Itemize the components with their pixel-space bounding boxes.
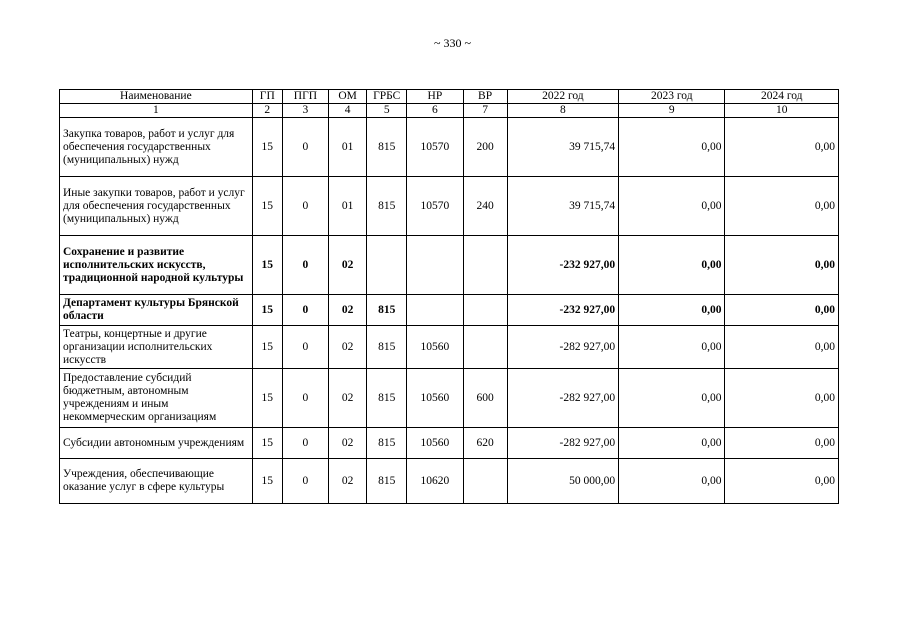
amount-2023-cell: 0,00 <box>619 295 725 326</box>
amount-2023-cell: 0,00 <box>619 118 725 177</box>
vr-cell <box>463 326 507 369</box>
header-pgp: ПГП <box>282 90 328 104</box>
pgp-cell: 0 <box>282 428 328 459</box>
amount-2022-cell: -282 927,00 <box>507 428 618 459</box>
om-cell: 02 <box>329 295 367 326</box>
nr-cell: 10570 <box>407 177 463 236</box>
vr-cell: 600 <box>463 369 507 428</box>
amount-2024-cell: 0,00 <box>725 459 839 504</box>
amount-2023-cell: 0,00 <box>619 459 725 504</box>
header-vr: ВР <box>463 90 507 104</box>
pgp-cell: 0 <box>282 236 328 295</box>
gp-cell: 15 <box>252 326 282 369</box>
nr-cell: 10560 <box>407 428 463 459</box>
grbs-cell: 815 <box>367 118 407 177</box>
amount-2023-cell: 0,00 <box>619 236 725 295</box>
vr-cell: 200 <box>463 118 507 177</box>
grbs-cell: 815 <box>367 428 407 459</box>
nr-cell: 10620 <box>407 459 463 504</box>
amount-2024-cell: 0,00 <box>725 428 839 459</box>
row-name-cell: Сохранение и развитие исполнительских искусств, традиционной народной культуры <box>60 236 253 295</box>
budget-table <box>59 89 839 504</box>
om-cell: 01 <box>329 177 367 236</box>
amount-2024-cell: 0,00 <box>725 236 839 295</box>
column-number-row <box>60 104 839 118</box>
nr-cell <box>407 236 463 295</box>
nr-cell: 10560 <box>407 369 463 428</box>
pgp-cell: 0 <box>282 177 328 236</box>
amount-2024-cell: 0,00 <box>725 369 839 428</box>
amount-2023-cell: 0,00 <box>619 326 725 369</box>
gp-cell: 15 <box>252 236 282 295</box>
row-name-cell: Театры, концертные и другие организации исполнительских искусств <box>60 326 253 369</box>
amount-2023-cell: 0,00 <box>619 428 725 459</box>
amount-2022-cell: -282 927,00 <box>507 326 618 369</box>
header-2023: 2023 год <box>619 90 725 104</box>
column-number: 8 <box>507 104 618 118</box>
gp-cell: 15 <box>252 177 282 236</box>
om-cell: 02 <box>329 459 367 504</box>
table-row <box>60 177 839 236</box>
grbs-cell: 815 <box>367 459 407 504</box>
header-2024: 2024 год <box>725 90 839 104</box>
header-name: Наименование <box>60 90 253 104</box>
header-row <box>60 90 839 104</box>
table-row <box>60 295 839 326</box>
amount-2023-cell: 0,00 <box>619 369 725 428</box>
grbs-cell: 815 <box>367 295 407 326</box>
header-om: ОМ <box>329 90 367 104</box>
column-number: 2 <box>252 104 282 118</box>
row-name-cell: Закупка товаров, работ и услуг для обеспечения государственных (муниципальных) нужд <box>60 118 253 177</box>
nr-cell: 10570 <box>407 118 463 177</box>
column-number: 3 <box>282 104 328 118</box>
amount-2024-cell: 0,00 <box>725 177 839 236</box>
table-row <box>60 326 839 369</box>
amount-2024-cell: 0,00 <box>725 118 839 177</box>
gp-cell: 15 <box>252 118 282 177</box>
table-row <box>60 459 839 504</box>
om-cell: 02 <box>329 428 367 459</box>
table-row <box>60 236 839 295</box>
vr-cell <box>463 236 507 295</box>
om-cell: 02 <box>329 236 367 295</box>
amount-2024-cell: 0,00 <box>725 326 839 369</box>
column-number: 6 <box>407 104 463 118</box>
row-name-cell: Предоставление субсидий бюджетным, автономным учреждениям и иным некоммерческим организациям <box>60 369 253 428</box>
amount-2022-cell: 50 000,00 <box>507 459 618 504</box>
gp-cell: 15 <box>252 369 282 428</box>
row-name-cell: Департамент культуры Брянской области <box>60 295 253 326</box>
table-row <box>60 428 839 459</box>
amount-2023-cell: 0,00 <box>619 177 725 236</box>
vr-cell: 240 <box>463 177 507 236</box>
column-number: 1 <box>60 104 253 118</box>
row-name-cell: Иные закупки товаров, работ и услуг для обеспечения государственных (муниципальных) нужд <box>60 177 253 236</box>
vr-cell: 620 <box>463 428 507 459</box>
pgp-cell: 0 <box>282 295 328 326</box>
page-number: ~ 330 ~ <box>434 36 471 50</box>
header-grbs: ГРБС <box>367 90 407 104</box>
gp-cell: 15 <box>252 428 282 459</box>
om-cell: 01 <box>329 118 367 177</box>
pgp-cell: 0 <box>282 326 328 369</box>
row-name-cell: Субсидии автономным учреждениям <box>60 428 253 459</box>
pgp-cell: 0 <box>282 369 328 428</box>
table-row <box>60 369 839 428</box>
column-number: 7 <box>463 104 507 118</box>
amount-2022-cell: 39 715,74 <box>507 118 618 177</box>
gp-cell: 15 <box>252 459 282 504</box>
amount-2022-cell: -282 927,00 <box>507 369 618 428</box>
grbs-cell: 815 <box>367 326 407 369</box>
vr-cell <box>463 459 507 504</box>
nr-cell <box>407 295 463 326</box>
table-row <box>60 118 839 177</box>
amount-2022-cell: 39 715,74 <box>507 177 618 236</box>
column-number: 5 <box>367 104 407 118</box>
nr-cell: 10560 <box>407 326 463 369</box>
amount-2024-cell: 0,00 <box>725 295 839 326</box>
column-number: 4 <box>329 104 367 118</box>
grbs-cell: 815 <box>367 177 407 236</box>
amount-2022-cell: -232 927,00 <box>507 295 618 326</box>
header-gp: ГП <box>252 90 282 104</box>
header-nr: НР <box>407 90 463 104</box>
row-name-cell: Учреждения, обеспечивающие оказание услуг в сфере культуры <box>60 459 253 504</box>
om-cell: 02 <box>329 326 367 369</box>
amount-2022-cell: -232 927,00 <box>507 236 618 295</box>
column-number: 10 <box>725 104 839 118</box>
pgp-cell: 0 <box>282 459 328 504</box>
vr-cell <box>463 295 507 326</box>
grbs-cell <box>367 236 407 295</box>
grbs-cell: 815 <box>367 369 407 428</box>
column-number: 9 <box>619 104 725 118</box>
header-2022: 2022 год <box>507 90 618 104</box>
gp-cell: 15 <box>252 295 282 326</box>
om-cell: 02 <box>329 369 367 428</box>
pgp-cell: 0 <box>282 118 328 177</box>
